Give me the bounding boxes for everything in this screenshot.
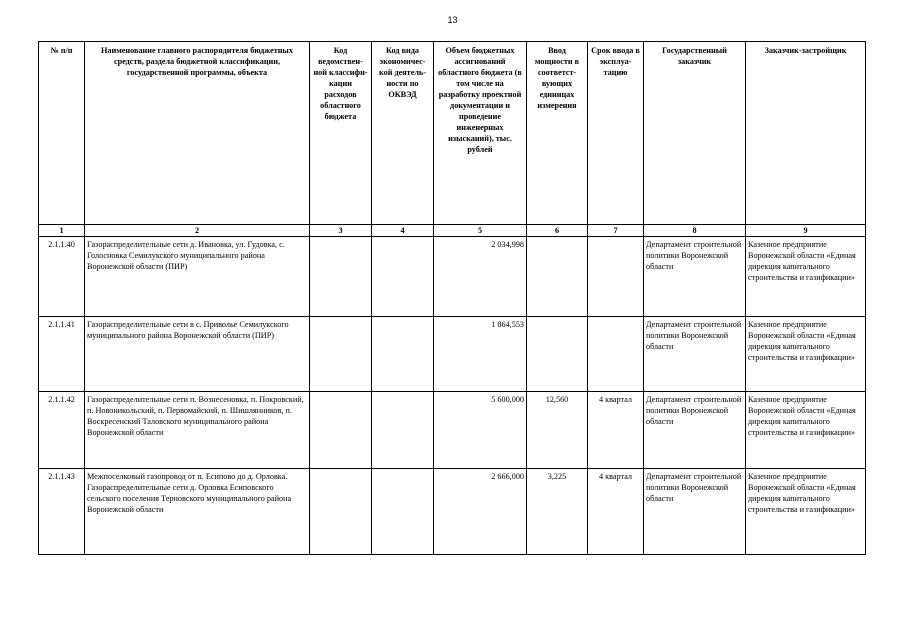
okved-cell [372,237,434,317]
row-number: 2.1.1.41 [39,317,85,392]
developer-cell: Казенное предприятие Воронежской области «Единая дирекция капитального строительства и газификации» [746,237,866,317]
dept-code-cell [310,469,372,555]
header-term: Срок ввода в эксплуа-тацию [588,42,644,225]
header-row [39,42,866,225]
capacity-cell: 12,560 [527,392,588,469]
term-cell [588,317,644,392]
header-name: Наименование главного распорядителя бюджетных средств, раздела бюджетной классификации, государственной программы, объекта [85,42,310,225]
term-cell: 4 квартал [588,469,644,555]
table-row [39,469,866,555]
column-number: 6 [527,225,588,237]
object-name: Газораспределительные сети п. Вознесеновка, п. Покровский, п. Новоникольский, п. Первомайский, п. Шишлянников, п. Воскресенский Таловского муниципального района Воронежской области [85,392,310,469]
header-okved: Код вида экономичес-кой деятель-ности по ОКВЭД [372,42,434,225]
object-name: Газораспределительные сети д. Ивановка, ул. Гудовка, с. Голосновка Семилукского муниципального района Воронежской области (ПИР) [85,237,310,317]
header-num: № п/п [39,42,85,225]
table-row [39,317,866,392]
volume-cell: 2 666,000 [434,469,527,555]
column-number: 7 [588,225,644,237]
object-name: Газораспределительные сети в с. Приволье Семилукского муниципального района Воронежской области (ПИР) [85,317,310,392]
customer-cell: Департамент строительной политики Воронежской области [644,392,746,469]
header-developer: Заказчик-застройщик [746,42,866,225]
object-name: Межпоселковый газопровод от п. Есипово до д. Орловка. Газораспределительные сети д. Орловка Есиповского сельского поселения Терновского муниципального района Воронежской области [85,469,310,555]
okved-cell [372,317,434,392]
dept-code-cell [310,317,372,392]
dept-code-cell [310,392,372,469]
volume-cell: 2 034,998 [434,237,527,317]
capacity-cell: 3,225 [527,469,588,555]
column-number-row [39,225,866,237]
customer-cell: Департамент строительной политики Воронежской области [644,469,746,555]
okved-cell [372,469,434,555]
header-customer: Государственный заказчик [644,42,746,225]
column-number: 3 [310,225,372,237]
developer-cell: Казенное предприятие Воронежской области «Единая дирекция капитального строительства и газификации» [746,392,866,469]
table-row [39,237,866,317]
row-number: 2.1.1.43 [39,469,85,555]
volume-cell: 1 864,553 [434,317,527,392]
column-number: 2 [85,225,310,237]
column-number: 9 [746,225,866,237]
customer-cell: Департамент строительной политики Воронежской области [644,237,746,317]
header-volume: Объем бюджетных ассигнований областного бюджета (в том числе на разработку проектной документации и проведение инженерных изысканий), тыс. рублей [434,42,527,225]
customer-cell: Департамент строительной политики Воронежской области [644,317,746,392]
okved-cell [372,392,434,469]
column-number: 5 [434,225,527,237]
page-number: 13 [447,15,458,25]
row-number: 2.1.1.40 [39,237,85,317]
term-cell [588,237,644,317]
term-cell: 4 квартал [588,392,644,469]
capacity-cell [527,317,588,392]
column-number: 1 [39,225,85,237]
table-row [39,392,866,469]
header-capacity: Ввод мощности в соответст-вующих единицах измерения [527,42,588,225]
developer-cell: Казенное предприятие Воронежской области «Единая дирекция капитального строительства и газификации» [746,317,866,392]
capacity-cell [527,237,588,317]
header-dept-code: Код ведомствен-ной классифи-кации расходов областного бюджета [310,42,372,225]
dept-code-cell [310,237,372,317]
developer-cell: Казенное предприятие Воронежской области «Единая дирекция капитального строительства и газификации» [746,469,866,555]
column-number: 4 [372,225,434,237]
volume-cell: 5 600,000 [434,392,527,469]
budget-table [38,41,866,555]
column-number: 8 [644,225,746,237]
row-number: 2.1.1.42 [39,392,85,469]
